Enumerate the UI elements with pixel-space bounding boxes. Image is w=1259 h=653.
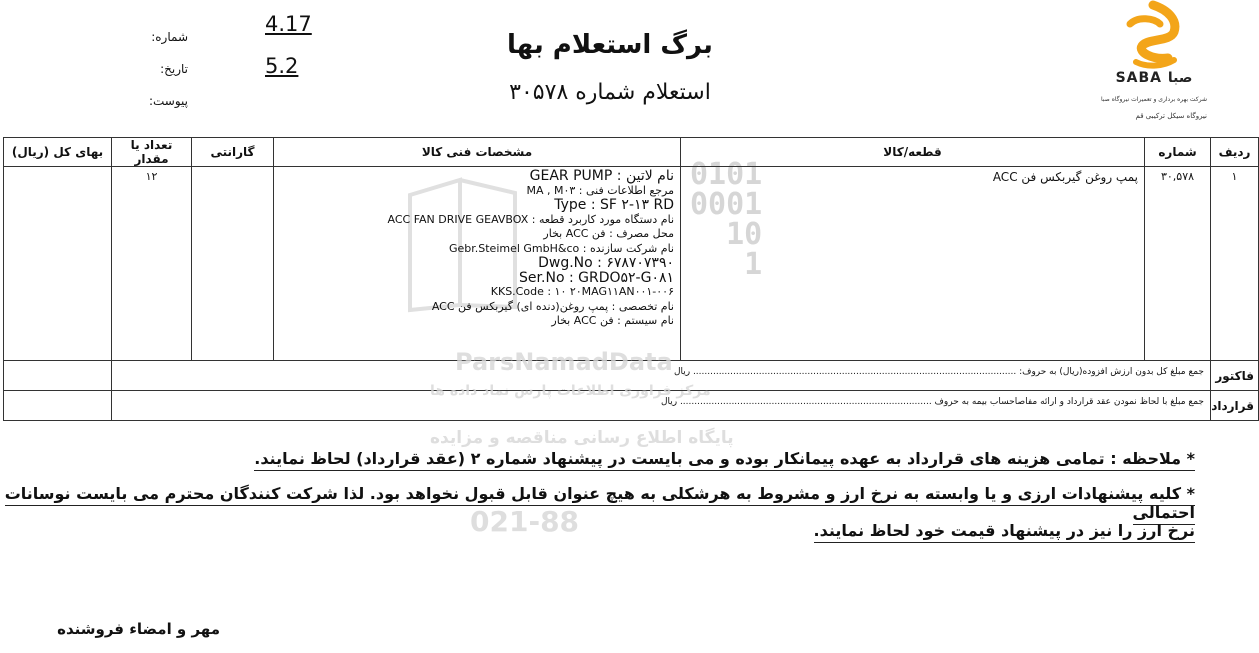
row-total xyxy=(4,167,112,361)
watermark-center: مرکز فراوری اطلاعات پارس نماد داده ها xyxy=(430,383,711,399)
invoice-label: فاکتور xyxy=(1211,361,1259,391)
row-index: ۱ xyxy=(1211,167,1259,361)
row-number: ۳۰,۵۷۸ xyxy=(1145,167,1211,361)
note-2-text-2: نرخ ارز را نیز در پیشنهاد قیمت خود لحاظ نمایند. xyxy=(814,521,1195,543)
seller-signature-label: مهر و امضاء فروشنده xyxy=(57,620,220,638)
note-2-line-1 xyxy=(0,484,1195,522)
header-number: شماره xyxy=(1145,138,1211,167)
spec-line: نام لاتین : GEAR PUMP xyxy=(529,168,674,184)
table-row xyxy=(4,167,1259,361)
spec-line: مرجع اطلاعات فنی : MA , M۰۳ xyxy=(526,183,674,197)
note-2-line-2 xyxy=(814,521,1195,540)
spec-line: نام شرکت سازنده : Gebr.Steimel GmbH&co xyxy=(448,241,674,255)
number-label: شماره: xyxy=(151,30,188,44)
watermark-portal: پایگاه اطلاع رسانی مناقصه و مزایده xyxy=(430,428,734,448)
logo-name: SABA صبا xyxy=(1115,70,1193,86)
logo-subtitle-2: نیروگاه سیکل ترکیبی قم xyxy=(1135,112,1207,120)
spec-line: محل مصرف : فن ACC بخار xyxy=(543,227,674,240)
row-warranty xyxy=(192,167,274,361)
header-item: قطعه/کالا xyxy=(681,138,1145,167)
row-item: پمپ روغن گیربکس فن ACC xyxy=(681,167,1145,361)
date-value: 5.2 xyxy=(265,54,299,78)
contract-label: قرارداد xyxy=(1211,391,1259,421)
items-table xyxy=(3,137,1259,421)
watermark-binary: 0101 0001 10 1 xyxy=(690,157,763,282)
note-1 xyxy=(254,449,1195,468)
contract-text: جمع مبلغ با لحاظ نمودن عقد قرارداد و ارائه مفاصاحساب بیمه به حروف ........................................................................................ ریال xyxy=(112,391,1211,421)
table-header-row xyxy=(4,138,1259,167)
header-index: ردیف xyxy=(1211,138,1259,167)
row-specs xyxy=(274,167,681,361)
inquiry-subtitle: استعلام شماره ۳۰۵۷۸ xyxy=(509,80,711,105)
invoice-text: جمع مبلغ کل بدون ارزش افزوده(ریال) به حروف: ................................................................................................................. ریال xyxy=(112,361,1211,391)
saba-logo xyxy=(1108,2,1198,124)
spec-line: Type : SF ۲-۱۳ RD xyxy=(554,197,674,213)
date-label: تاریخ: xyxy=(160,62,188,76)
spec-line: Ser.No : GRDO۵۲-G۰۸۱ xyxy=(519,269,674,286)
spec-line: نام تخصصی : پمپ روغن(دنده ای) گیربکس فن ACC xyxy=(431,299,674,313)
watermark-brand: ParsNamadData xyxy=(455,348,673,376)
spec-line: نام سیستم : فن ACC بخار xyxy=(551,314,674,327)
header-total: بهای کل (ریال) xyxy=(4,138,112,167)
contract-row xyxy=(4,391,1259,421)
row-quantity: ۱۲ xyxy=(112,167,192,361)
note-1-text: * ملاحظه : تمامی هزینه های قرارداد به عهده پیمانکار بوده و می بایست در پیشنهاد شماره ۲ (عقد قرارداد) لحاظ نمایند. xyxy=(254,449,1195,471)
header-warranty: گارانتی xyxy=(192,138,274,167)
number-value: 4.17 xyxy=(265,12,312,36)
logo-subtitle-1: شرکت بهره برداری و تعمیرات نیروگاه صبا xyxy=(1101,96,1207,103)
header-quantity: تعداد یا مقدار xyxy=(112,138,192,167)
watermark-phone: 021-88 xyxy=(470,505,580,538)
header-specs: مشخصات فنی کالا xyxy=(274,138,681,167)
spec-line: KKS.Code : ۱۰ ۲۰MAG۱۱AN۰۰۱-۰۰۶ xyxy=(490,285,674,298)
attachment-label: پیوست: xyxy=(148,94,188,108)
spec-line: Dwg.No : ۶۷۸۷۰۷۳۹۰ xyxy=(538,255,674,271)
invoice-row xyxy=(4,361,1259,391)
page-title: برگ استعلام بها xyxy=(507,30,713,60)
invoice-amount-cell xyxy=(4,361,112,391)
spec-line: نام دستگاه مورد کاربرد قطعه : ACC FAN DRIVE GEAVBOX xyxy=(387,212,674,226)
note-2-text-1: * کلیه پیشنهادات ارزی و یا وابسته به نرخ ارز و مشروط به هرشکلی به هیچ عنوان قابل قبول نخواهد بود. لذا شرکت کنندگان محترم می بایست نوسانات احتمالی xyxy=(5,484,1195,525)
contract-amount-cell xyxy=(4,391,112,421)
